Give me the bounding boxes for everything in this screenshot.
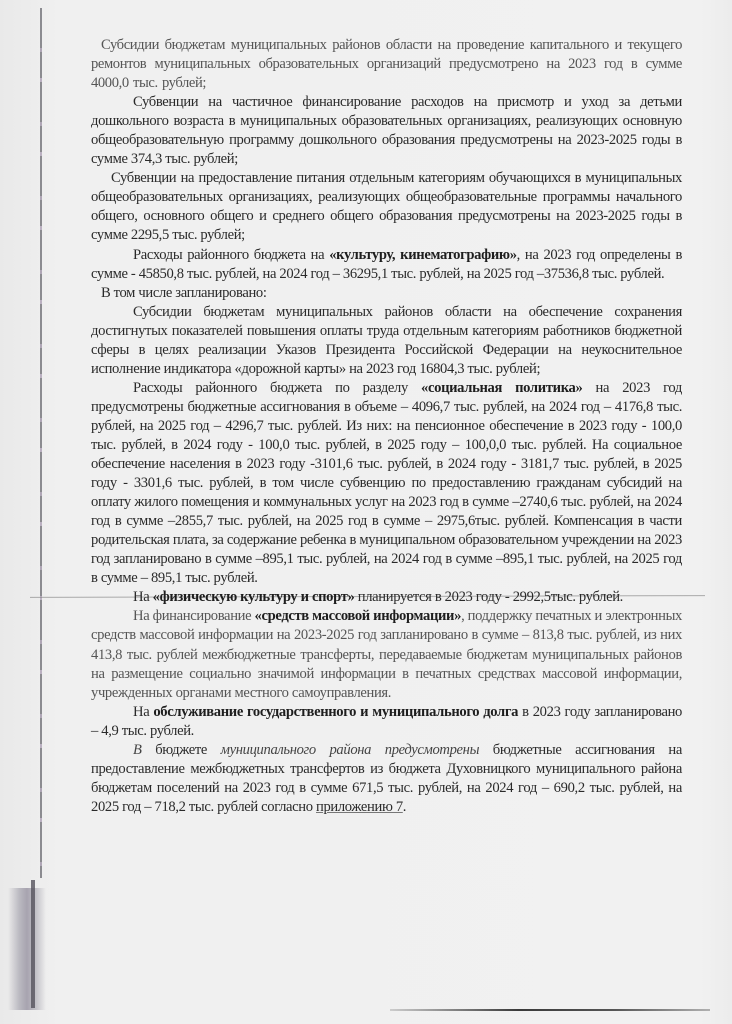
bottom-rule — [390, 1009, 710, 1011]
text: , на 2023 год определены в сумме - 45850,8 тыс. рублей, на 2024 год – 36295,1 тыс. рублей, на 2025 год –37536,8 тыс. рублей. — [91, 246, 682, 282]
paragraph-including-planned: В том числе запланировано: — [101, 284, 267, 301]
text: бюджетные ассигнования на предоставление межбюджетных трансфертов из бюджета Духовницкого муниципального района бюджетам поселений на 2023 год в сумме 671,5 тыс. рублей, на 2024 год – 690,2 тыс. рублей, на 2025 год – 718,2 тыс. рублей согласно — [91, 741, 682, 815]
binding-staple-mark — [31, 880, 35, 1008]
italic-text: В — [133, 741, 142, 758]
paragraph-preschool-subventions: Субвенции на частичное финансирование расходов на присмотр и уход за детьми дошкольного возраста в муниципальных образовательных организациях, реализующих основную общеобразовательную программу дошкольного образования предусмотрены на 2023-2025 годы в сумме 374,3 тыс. рублей; — [91, 94, 682, 168]
paragraph-salary-subsidies: Субсидии бюджетам муниципальных районов области на обеспечение сохранения достигнутых показателей повышения оплаты труда отдельным категориям работников бюджетной сферы в целях реализации Указов Президента Российской Федерации на неукоснительное исполнение индикатора «дорожной карты» на 2023 год 16804,3 тыс. рублей; — [91, 303, 682, 377]
paragraph-repair-subsidies: Субсидии бюджетам муниципальных районов области на проведение капитального и текущего ремонтов муниципальных образовательных организаций предусмотрено на 2023 год в сумме 4000,0 тыс. рублей; — [91, 37, 682, 92]
binding-shadow — [8, 888, 46, 1010]
text: На финансирование — [133, 608, 255, 625]
bold-term: «социальная политика» — [421, 379, 583, 396]
paragraph-social-policy — [91, 379, 682, 589]
paragraph-interbudget-transfers — [91, 741, 682, 817]
bold-term: «средств массовой информации» — [254, 608, 462, 625]
text: планируется в 2023 году - 2992,5тыс. рублей. — [354, 589, 623, 606]
text: . — [402, 798, 407, 815]
paragraph-mass-media — [91, 607, 682, 702]
paragraph-culture-expenses — [91, 246, 682, 284]
paragraph-meals-subventions: Субвенции на предоставление питания отдельным категориям обучающихся в муниципальных общеобразовательных организациях, реализующих общеобразовательные программы начального общего, основного общего и среднего общего образования предусмотрены на 2023-2025 годы в сумме 2295,5 тыс. рублей; — [91, 170, 682, 244]
text: в 2023 году запланировано – 4,9 тыс. рублей. — [91, 703, 682, 739]
appendix-7-link[interactable]: приложению 7 — [316, 798, 403, 815]
text: , поддержку печатных и электронных средств массовой информации на 2023-2025 год запланировано в сумме – 813,8 тыс. рублей, из них 413,8 тыс. рублей межбюджетные трансферты, передаваемые бюджетам муниципальных районов на размещение социально значимой информации в печатных средствах массовой информации, учрежденных органами местного самоуправления. — [91, 608, 683, 701]
text: Расходы районного бюджета по разделу — [133, 379, 422, 396]
text: на 2023 год предусмотрены бюджетные ассигнования в объеме – 4096,7 тыс. рублей, на 2024 год – 4176,8 тыс. рублей, на 2025 год – 4296,7 тыс. рублей. Из них: на пенсионное обеспечение в 2023 году - 100,0 тыс. рублей, в 2024 году - 100,0 тыс. рублей, в 2025 году – 100,0,0 тыс. рублей. На социальное обеспечение населения в 2023 году -3101,6 тыс. рублей, в 2024 году - 3181,7 тыс. рублей, в 2025 году - 3301,6 тыс. рублей, в том числе субвенцию по предоставлению гражданам субсидий на оплату жилого помещения и коммунальных услуг на 2023 год в сумме –2740,6 тыс. рублей, на 2024 год в сумме –2855,7 тыс. рублей, на 2025 год в сумме – 2975,6тыс. рублей. Компенсация в части родительская плата, за содержание ребенка в муниципальном образовательном учреждении на 2023 год запланировано в сумме –895,1 тыс. рублей, на 2024 год в сумме –895,1 тыс. рублей, на 2025 год в сумме – 895,1 тыс. рублей. — [91, 379, 682, 587]
bold-term: «культуру, кинематографию» — [329, 246, 517, 263]
bold-term: обслуживание государственного и муниципального долга — [153, 703, 519, 720]
bold-term: «физическую культуру и спорт» — [152, 589, 355, 606]
text: Расходы районного бюджета на — [133, 246, 330, 263]
text: На — [133, 589, 153, 606]
text: бюджете — [141, 741, 221, 758]
paragraph-sport — [91, 588, 682, 607]
italic-text: муниципального района предусмотрены — [220, 741, 480, 758]
paragraph-debt-service — [91, 703, 682, 741]
document-body — [91, 36, 682, 817]
binding-edge-line — [40, 8, 42, 878]
text: На — [133, 703, 154, 720]
